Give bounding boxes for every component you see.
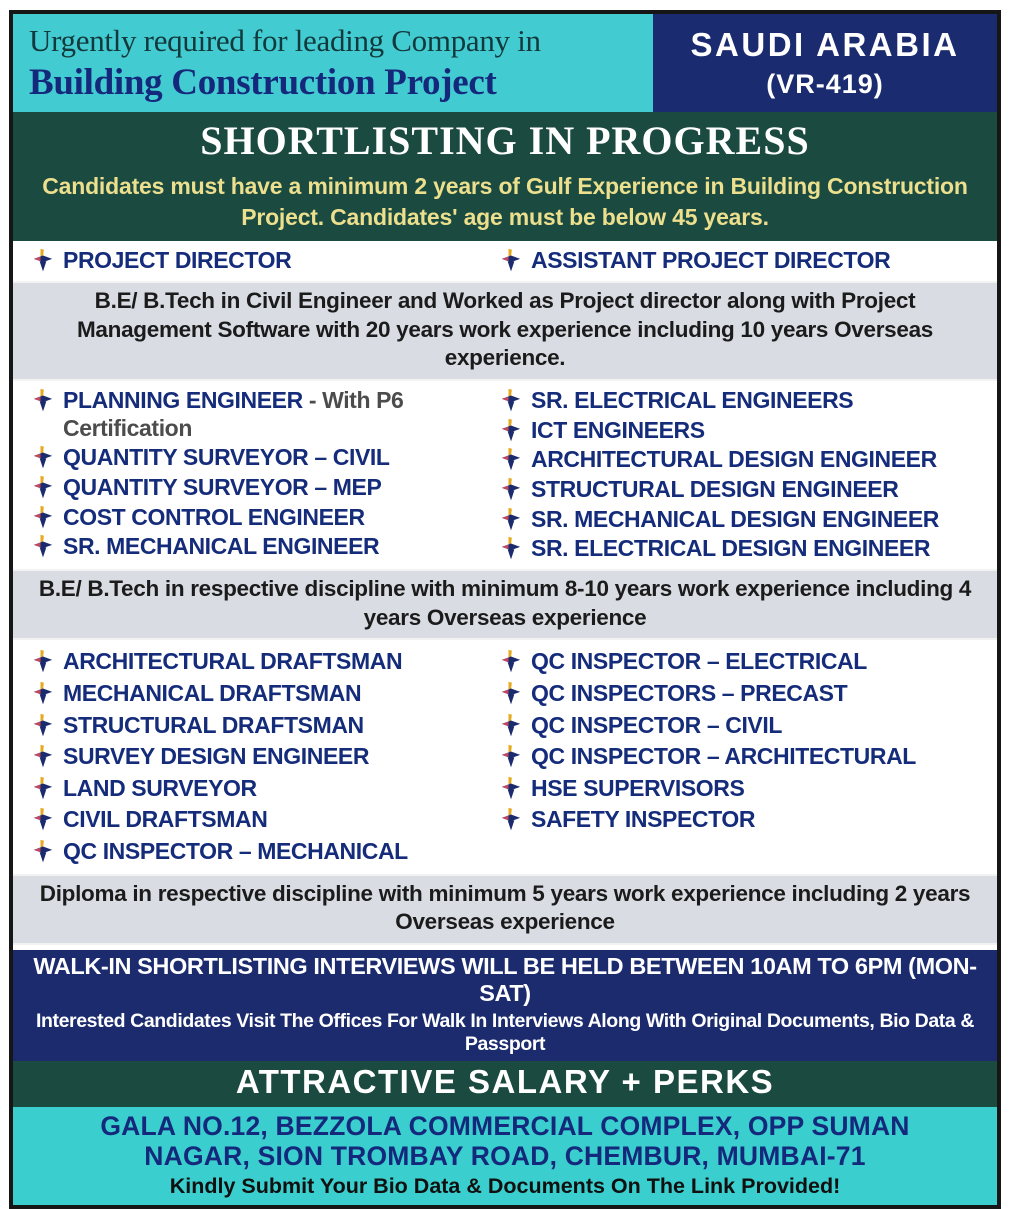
status-title: SHORTLISTING IN PROGRESS <box>200 118 810 164</box>
job-group-3 <box>13 640 997 873</box>
job-title <box>531 680 991 708</box>
job-item <box>501 417 991 445</box>
job-item <box>501 743 991 771</box>
dart-bullet-icon <box>33 776 53 801</box>
job-title-label: SURVEY DESIGN ENGINEER <box>63 743 370 770</box>
job-item <box>33 474 501 502</box>
job-column-right <box>501 644 991 869</box>
job-title-label: SR. ELECTRICAL DESIGN ENGINEER <box>531 535 931 562</box>
job-title <box>63 680 501 708</box>
job-title <box>63 806 501 834</box>
job-title-label: SR. MECHANICAL DESIGN ENGINEER <box>531 505 940 532</box>
job-title <box>531 535 991 563</box>
eligibility-note: Candidates must have a minimum 2 years of Gulf Experience in Building Construction Project. Candidates' age must be below 45 years. <box>42 173 968 230</box>
job-item <box>501 446 991 474</box>
job-item <box>501 476 991 504</box>
job-column-left <box>33 385 501 565</box>
job-title-label: ASSISTANT PROJECT DIRECTOR <box>531 247 891 274</box>
job-title-label: SR. ELECTRICAL ENGINEERS <box>531 387 854 414</box>
dart-bullet-icon <box>33 505 53 530</box>
job-column-right <box>501 385 991 565</box>
walkin-headline: WALK-IN SHORTLISTING INTERVIEWS WILL BE HELD BETWEEN 10AM TO 6PM (MON-SAT) <box>33 953 977 1007</box>
job-item <box>33 712 501 740</box>
job-item <box>501 648 991 676</box>
job-title-label: MECHANICAL DRAFTSMAN <box>63 680 362 707</box>
dart-bullet-icon <box>501 649 521 674</box>
job-title-label: QC INSPECTOR – MECHANICAL <box>63 838 408 864</box>
job-group-2 <box>13 381 997 569</box>
job-title <box>63 444 501 472</box>
dart-bullet-icon <box>501 681 521 706</box>
header-left-panel <box>13 14 653 112</box>
job-title-label: QC INSPECTORS – PRECAST <box>531 680 848 707</box>
job-item <box>501 535 991 563</box>
dart-bullet-icon <box>33 681 53 706</box>
job-title <box>63 387 501 442</box>
dart-bullet-icon <box>33 839 53 864</box>
job-title-note: - With P6 Certification <box>63 387 404 441</box>
dart-bullet-icon <box>33 445 53 470</box>
project-title: Building Construction Project <box>29 61 497 103</box>
office-address: GALA NO.12, BEZZOLA COMMERCIAL COMPLEX, OPP SUMAN NAGAR, SION TROMBAY ROAD, CHEMBUR, MUMBAI-71 <box>100 1111 910 1172</box>
dart-bullet-icon <box>501 776 521 801</box>
job-column-right <box>501 245 991 277</box>
job-title <box>63 648 501 676</box>
job-item <box>33 533 501 561</box>
job-ad-poster <box>9 10 1001 1209</box>
job-title <box>531 775 991 803</box>
walkin-banner <box>13 950 997 1061</box>
job-title-label: COST CONTROL ENGINEER <box>63 503 365 530</box>
job-item <box>33 387 501 442</box>
job-item <box>33 838 501 866</box>
job-title <box>63 504 501 532</box>
job-title <box>531 506 991 534</box>
dart-bullet-icon <box>33 475 53 500</box>
country-box <box>653 14 997 112</box>
job-title-label: ARCHITECTURAL DESIGN ENGINEER <box>531 446 937 473</box>
salary-banner: ATTRACTIVE SALARY + PERKS <box>13 1061 997 1107</box>
job-title <box>63 838 501 866</box>
requirements-band-3: Diploma in respective discipline with minimum 5 years work experience including 2 years Overseas experience <box>13 874 997 946</box>
job-title <box>63 474 501 502</box>
dart-bullet-icon <box>501 418 521 443</box>
job-column-left <box>33 245 501 277</box>
tagline: Urgently required for leading Company in <box>29 23 541 58</box>
job-item <box>501 806 991 834</box>
status-banner <box>13 112 997 241</box>
job-title-label: ICT ENGINEERS <box>531 416 705 443</box>
dart-bullet-icon <box>33 649 53 674</box>
dart-bullet-icon <box>501 744 521 769</box>
job-column-left <box>33 644 501 869</box>
dart-bullet-icon <box>501 507 521 532</box>
job-item <box>501 775 991 803</box>
job-item <box>33 743 501 771</box>
dart-bullet-icon <box>33 807 53 832</box>
dart-bullet-icon <box>33 248 53 273</box>
job-title-label: HSE SUPERVISORS <box>531 774 745 801</box>
job-title <box>531 446 991 474</box>
job-title-label: STRUCTURAL DRAFTSMAN <box>63 711 364 738</box>
job-title <box>531 417 991 445</box>
dart-bullet-icon <box>33 744 53 769</box>
job-item <box>501 680 991 708</box>
job-title-label: QC INSPECTOR – CIVIL <box>531 711 783 738</box>
job-title-label: SR. MECHANICAL ENGINEER <box>63 533 380 560</box>
dart-bullet-icon <box>501 477 521 502</box>
country-name: SAUDI ARABIA <box>690 26 960 64</box>
job-title <box>531 712 991 740</box>
job-title-label: PLANNING ENGINEER <box>63 387 303 414</box>
job-title <box>531 387 991 415</box>
requirements-band-1: B.E/ B.Tech in Civil Engineer and Worked as Project director along with Project Management Software with 20 years work experience including 10 years Overseas experience. <box>13 281 997 381</box>
job-title-label: ARCHITECTURAL DRAFTSMAN <box>63 648 403 675</box>
job-title-label: QC INSPECTOR – ELECTRICAL <box>531 648 867 675</box>
dart-bullet-icon <box>33 388 53 413</box>
job-item <box>33 504 501 532</box>
top-header <box>13 14 997 112</box>
job-item <box>501 506 991 534</box>
job-title <box>63 247 501 275</box>
job-item <box>33 806 501 834</box>
job-title <box>531 743 991 771</box>
job-title-label: CIVIL DRAFTSMAN <box>63 806 268 833</box>
job-title <box>531 648 991 676</box>
job-title <box>531 476 991 504</box>
submit-note: Kindly Submit Your Bio Data & Documents On The Link Provided! <box>169 1174 841 1199</box>
job-item <box>501 387 991 415</box>
job-title-label: QUANTITY SURVEYOR – MEP <box>63 474 382 501</box>
job-title-label: SAFETY INSPECTOR <box>531 806 756 833</box>
job-item <box>501 712 991 740</box>
job-title <box>63 743 501 771</box>
job-title-label: PROJECT DIRECTOR <box>63 247 292 274</box>
dart-bullet-icon <box>501 388 521 413</box>
requirements-band-2: B.E/ B.Tech in respective discipline with minimum 8-10 years work experience including 4 years Overseas experience <box>13 569 997 641</box>
dart-bullet-icon <box>501 807 521 832</box>
vacancy-reference: (VR-419) <box>766 69 884 100</box>
job-item <box>33 247 501 275</box>
job-item <box>33 648 501 676</box>
dart-bullet-icon <box>501 447 521 472</box>
dart-bullet-icon <box>501 536 521 561</box>
job-title-label: QC INSPECTOR – ARCHITECTURAL <box>531 743 916 770</box>
dart-bullet-icon <box>501 248 521 273</box>
job-title-label: LAND SURVEYOR <box>63 774 257 801</box>
job-item <box>33 444 501 472</box>
job-item <box>33 680 501 708</box>
dart-bullet-icon <box>33 534 53 559</box>
job-item <box>501 247 991 275</box>
job-group-1 <box>13 241 997 281</box>
job-title <box>63 712 501 740</box>
job-title <box>531 806 991 834</box>
footer <box>13 1107 997 1205</box>
job-title <box>531 247 991 275</box>
job-title <box>63 533 501 561</box>
dart-bullet-icon <box>501 713 521 738</box>
job-title <box>63 775 501 803</box>
dart-bullet-icon <box>33 713 53 738</box>
job-title-label: QUANTITY SURVEYOR – CIVIL <box>63 444 390 471</box>
job-title-label: STRUCTURAL DESIGN ENGINEER <box>531 476 899 503</box>
job-item <box>33 775 501 803</box>
walkin-instructions: Interested Candidates Visit The Offices For Walk In Interviews Along With Original Documents, Bio Data & Passport <box>35 1010 975 1055</box>
